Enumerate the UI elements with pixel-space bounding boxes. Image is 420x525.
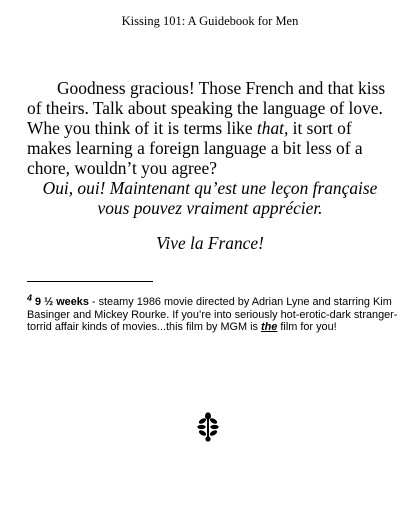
footnote-separator (27, 281, 153, 282)
running-header: Kissing 101: A Guidebook for Men (121, 14, 299, 28)
paragraph-text-start: Goodness gracious! Those French and that kiss of theirs. Talk about speaking the language of love. Whe you think of it is terms like (27, 78, 386, 138)
footnote-emphasis: the (261, 321, 278, 334)
paragraph-emphasis: that, (256, 118, 289, 138)
footnote (27, 292, 402, 334)
body-paragraph (27, 78, 397, 178)
footnote-number: 4 (27, 293, 33, 303)
french-quote (0, 178, 420, 218)
quote-line-2: vous pouvez vraiment apprécier. (97, 198, 323, 218)
quote-line-1: Oui, oui! Maintenant qu’est une leçon française (42, 178, 378, 198)
closing-line: Vive la France! (156, 233, 264, 253)
paragraph-text-end: it sort of makes learning a foreign language a bit less of a chore, wouldn’t you agree? (27, 118, 363, 178)
fleuron-ornament-icon (197, 412, 219, 442)
footnote-film-title: 9 ½ weeks (35, 296, 89, 308)
footnote-text-end: film for you! (277, 321, 337, 334)
footnote-text-start: - steamy 1986 movie directed by Adrian Lyne and starring Kim Basinger and Mickey Rourke. If you’re into seriously hot-erotic-dark stranger-torrid affair kinds of movies...this film by MGM is (27, 296, 398, 334)
